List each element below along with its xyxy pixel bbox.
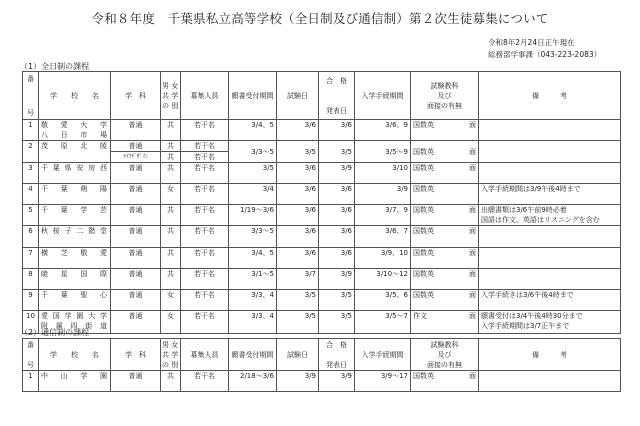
header-pass-announcement: 合 格 発表日 xyxy=(319,339,355,371)
header-subjects: 試験教科 及び 面接の有無 xyxy=(411,339,479,371)
exam-day: 3/6 xyxy=(277,163,319,184)
quota: 若干名 xyxy=(181,163,229,184)
school-name-char: 聖 xyxy=(80,291,88,299)
school-name-char: 西 xyxy=(99,164,107,172)
header-subjects: 試験教科 及び 面接の有無 xyxy=(411,72,479,120)
header-application-period: 願書受付期間 xyxy=(229,339,277,371)
school-name-char: 心 xyxy=(99,291,107,299)
subjects-text: 国数英 xyxy=(413,249,434,257)
interview-flag: 面 xyxy=(469,270,476,278)
school-name xyxy=(39,269,111,290)
exam-subjects xyxy=(411,311,479,334)
school-name-char: 北 xyxy=(80,142,88,150)
school-name-char: 安 xyxy=(76,164,84,172)
remarks xyxy=(479,141,621,163)
school-name-char: 子 xyxy=(64,227,72,235)
school-name-char: 原 xyxy=(60,142,68,150)
pass-announcement-day: 3/6 xyxy=(319,248,355,269)
quota: 若干名 xyxy=(181,311,229,334)
header-department: 学 科 xyxy=(111,339,161,371)
enrollment-period: 3/6、9 xyxy=(355,120,411,141)
school-name-char: 葉 xyxy=(52,164,60,172)
department: 普通 xyxy=(111,163,161,184)
header-quota: 募集人員 xyxy=(181,72,229,120)
coed-type: 共 xyxy=(161,141,181,152)
enrollment-period: 3/5～9 xyxy=(355,141,411,163)
remarks xyxy=(479,248,621,269)
application-period: 3/3～5 xyxy=(229,226,277,248)
application-period: 3/5 xyxy=(229,163,277,184)
school-name-char: 日 xyxy=(60,131,68,139)
exam-subjects xyxy=(411,205,479,226)
remarks xyxy=(479,184,621,205)
coed-type: 女 xyxy=(161,311,181,334)
fulltime-table xyxy=(22,71,621,334)
row-number: 6 xyxy=(23,226,39,248)
row-number: 8 xyxy=(23,269,39,290)
school-name-char: 千 xyxy=(41,185,48,193)
school-name-char: 附 xyxy=(41,322,48,330)
exam-subjects xyxy=(411,248,479,269)
application-period: 3/3～5 xyxy=(229,141,277,163)
as-of-date: 令和8年2月24日正午現在 xyxy=(488,38,575,47)
header-pass-announcement: 合 格 発表日 xyxy=(319,72,355,120)
school-name xyxy=(39,120,111,141)
school-name-char: 房 xyxy=(88,164,96,172)
section-fulltime-label: （1）全日制の課程 xyxy=(20,62,90,71)
coed-type: 共 xyxy=(161,248,181,269)
school-name-char: 階 xyxy=(88,227,96,235)
enrollment-period: 3/5～7 xyxy=(355,311,411,334)
table-row xyxy=(23,163,621,184)
remarks xyxy=(479,226,621,248)
school-name-char: 芝 xyxy=(60,249,68,257)
table-header-row xyxy=(23,339,621,371)
row-number: 9 xyxy=(23,290,39,311)
quota: 若干名 xyxy=(181,269,229,290)
pass-announcement-day: 3/5 xyxy=(319,311,355,334)
application-period: 2/18～3/6 xyxy=(229,371,277,392)
subjects-text: 国数英 xyxy=(413,291,434,299)
department: 普通 xyxy=(111,269,161,290)
section-correspondence-label: （2）通信制の課程 xyxy=(20,328,90,337)
school-name-char: 学 xyxy=(80,372,88,380)
school-name-char: 暁 xyxy=(41,270,48,278)
header-coed: 男 女 共 学 の 別 xyxy=(161,339,181,371)
table-row xyxy=(23,120,621,141)
subjects-text: 国数英 xyxy=(413,121,434,129)
exam-day: 3/5 xyxy=(277,290,319,311)
subjects-text: 作文 xyxy=(413,312,427,320)
school-name-char: 敬 xyxy=(41,121,48,129)
pass-announcement-day: 3/5 xyxy=(319,141,355,163)
exam-day: 3/5 xyxy=(277,141,319,163)
school-name-char: 萌 xyxy=(80,185,88,193)
header-quota: 募集人員 xyxy=(181,339,229,371)
subjects-text: 国数英 xyxy=(413,206,434,214)
quota: 若干名 xyxy=(181,120,229,141)
table-row xyxy=(23,226,621,248)
remarks-line: 入学手続期間は3/9午後4時まで xyxy=(481,185,581,193)
table-row xyxy=(23,269,621,290)
enrollment-period: 3/10 xyxy=(355,163,411,184)
exam-day: 3/5 xyxy=(277,311,319,334)
remarks xyxy=(479,311,621,334)
pass-announcement-day: 3/6 xyxy=(319,120,355,141)
enrollment-period: 3/10～12 xyxy=(355,269,411,290)
interview-flag: 面 xyxy=(469,147,476,156)
quota: 若干名 xyxy=(181,205,229,226)
row-number: 3 xyxy=(23,163,39,184)
subjects-text: 国数英 xyxy=(413,185,434,193)
coed-type: 共 xyxy=(161,205,181,226)
subjects-text: 国数英 xyxy=(413,372,434,380)
pass-announcement-day: 3/5 xyxy=(319,290,355,311)
coed-type: 共 xyxy=(161,371,181,392)
school-name-char: 道 xyxy=(100,322,107,330)
interview-flag: 面 xyxy=(469,291,476,299)
enrollment-period: 3/9 xyxy=(355,184,411,205)
school-name-char: 葉 xyxy=(60,185,68,193)
header-remarks: 備 考 xyxy=(479,72,621,120)
header-school-name: 学 校 名 xyxy=(39,72,111,120)
school-name xyxy=(39,205,111,226)
table-row xyxy=(23,371,621,392)
school-name xyxy=(39,163,111,184)
school-name-char: 桜 xyxy=(52,227,60,235)
quota: 若干名 xyxy=(181,141,229,152)
department: 普通 xyxy=(111,205,161,226)
quota: 若干名 xyxy=(181,226,229,248)
school-name-char: 横 xyxy=(41,249,48,257)
enrollment-period: 3/6、7 xyxy=(355,226,411,248)
header-coed: 男 女 共 学 の 別 xyxy=(161,72,181,120)
quota: 若干名 xyxy=(181,184,229,205)
header-department: 学 科 xyxy=(111,72,161,120)
school-name-char: 芸 xyxy=(99,206,107,214)
pass-announcement-day: 3/9 xyxy=(319,163,355,184)
table-row xyxy=(23,184,621,205)
header-number: 番 号 xyxy=(23,339,39,371)
quota: 若干名 xyxy=(181,371,229,392)
remarks-line: 入学手続きは3/6午後4時まで xyxy=(481,291,574,299)
school-name-char: 学 xyxy=(99,312,107,320)
exam-subjects xyxy=(411,226,479,248)
application-period: 3/4、5 xyxy=(229,120,277,141)
school-name xyxy=(39,290,111,311)
school-name-char: 愛 xyxy=(99,249,107,257)
school-name-char: 園 xyxy=(76,312,84,320)
header-exam-day: 試験日 xyxy=(277,339,319,371)
header-enrollment-period: 入学手続期間 xyxy=(355,339,411,371)
school-name-char: 陽 xyxy=(99,185,107,193)
school-name xyxy=(39,141,111,163)
interview-flag: 面 xyxy=(469,121,476,129)
header-remarks: 備 考 xyxy=(479,339,621,371)
coed-type: 共 xyxy=(161,226,181,248)
school-name-char: 県 xyxy=(64,164,72,172)
coed-type: 共 xyxy=(161,152,181,163)
application-period: 1/19～3/6 xyxy=(229,205,277,226)
remarks-line: 入学手続期間は3/7正午まで xyxy=(481,322,570,330)
school-name-char: 属 xyxy=(55,322,63,330)
school-name-char: 山 xyxy=(60,372,68,380)
school-name xyxy=(39,226,111,248)
department: 普通 xyxy=(111,141,161,152)
remarks-line: 願書受付は3/4午後4時30分まで xyxy=(481,312,583,320)
header-school-name: 学 校 名 xyxy=(39,339,111,371)
school-name xyxy=(39,371,111,392)
school-name-char: 四 xyxy=(70,322,78,330)
quota: 若干名 xyxy=(181,290,229,311)
school-name-char: 葉 xyxy=(60,291,68,299)
school-name-char: 園 xyxy=(99,372,107,380)
coed-type: 女 xyxy=(161,184,181,205)
school-name-char: 国 xyxy=(80,270,88,278)
interview-flag: 面 xyxy=(469,164,476,172)
table-row xyxy=(23,141,621,152)
subjects-text: 国数英 xyxy=(413,164,434,172)
exam-subjects xyxy=(411,120,479,141)
enrollment-period: 3/7、9 xyxy=(355,205,411,226)
school-name-char: 敬 xyxy=(80,249,88,257)
interview-flag: 面 xyxy=(469,249,476,257)
coed-type: 共 xyxy=(161,120,181,141)
school-name-char: 秋 xyxy=(41,227,48,235)
remarks-line: 国語は作文、英語はリスニングを含む xyxy=(481,216,600,224)
row-number: 4 xyxy=(23,184,39,205)
exam-subjects xyxy=(411,141,479,163)
table-header-row xyxy=(23,72,621,120)
exam-subjects xyxy=(411,371,479,392)
school-name-char: 際 xyxy=(99,270,107,278)
school-name-char: 大 xyxy=(80,121,88,129)
exam-day: 3/9 xyxy=(277,371,319,392)
pass-announcement-day: 3/9 xyxy=(319,269,355,290)
exam-day: 3/6 xyxy=(277,120,319,141)
coed-type: 共 xyxy=(161,163,181,184)
application-period: 3/3、4 xyxy=(229,290,277,311)
exam-day: 3/6 xyxy=(277,248,319,269)
department: ﾗｲﾌﾃﾞｻﾞｲﾝ xyxy=(111,152,161,163)
school-name-char: 学 xyxy=(99,121,107,129)
table-row xyxy=(23,248,621,269)
department: 普通 xyxy=(111,226,161,248)
remarks xyxy=(479,163,621,184)
office-contact: 総務部学事課（043-223-2083） xyxy=(488,50,602,59)
department: 普通 xyxy=(111,120,161,141)
school-name-char: 学 xyxy=(80,206,88,214)
subjects-text: 国数英 xyxy=(413,147,434,156)
school-name-char: 千 xyxy=(41,164,48,172)
header-exam-day: 試験日 xyxy=(277,72,319,120)
enrollment-period: 3/9～17 xyxy=(355,371,411,392)
school-name-char: 葉 xyxy=(60,206,68,214)
school-name xyxy=(39,184,111,205)
remarks xyxy=(479,269,621,290)
exam-day: 3/7 xyxy=(277,269,319,290)
row-number: 10 xyxy=(23,311,39,334)
school-name-char: 愛 xyxy=(41,312,48,320)
subjects-text: 国数英 xyxy=(413,227,434,235)
interview-flag: 面 xyxy=(469,227,476,235)
row-number: 7 xyxy=(23,248,39,269)
department: 普通 xyxy=(111,311,161,334)
exam-day: 3/6 xyxy=(277,205,319,226)
exam-day: 3/6 xyxy=(277,184,319,205)
interview-flag: 面 xyxy=(469,372,476,380)
header-enrollment-period: 入学手続期間 xyxy=(355,72,411,120)
remarks xyxy=(479,371,621,392)
table-row xyxy=(23,290,621,311)
interview-flag: 面 xyxy=(469,312,476,320)
coed-type: 共 xyxy=(161,269,181,290)
school-name-char: 学 xyxy=(64,312,72,320)
row-number: 2 xyxy=(23,141,39,163)
correspondence-table xyxy=(22,338,621,392)
remarks-line: 出願書類は3/6午前9時必着 xyxy=(481,206,567,214)
school-name-char: 愛 xyxy=(60,121,68,129)
school-name-char: 市 xyxy=(80,131,88,139)
school-name-char: 堂 xyxy=(99,227,107,235)
application-period: 3/1～5 xyxy=(229,269,277,290)
school-name-char: 場 xyxy=(99,131,107,139)
application-period: 3/4 xyxy=(229,184,277,205)
school-name-char: 千 xyxy=(41,206,48,214)
school-name-char: 茂 xyxy=(41,142,48,150)
school-name-char: 八 xyxy=(41,131,48,139)
subjects-text: 国数英 xyxy=(413,270,434,278)
department: 普通 xyxy=(111,184,161,205)
application-period: 3/4、5 xyxy=(229,248,277,269)
pass-announcement-day: 3/6 xyxy=(319,184,355,205)
department: 普通 xyxy=(111,371,161,392)
exam-subjects xyxy=(411,184,479,205)
department: 普通 xyxy=(111,290,161,311)
school-name-char: 国 xyxy=(52,312,60,320)
pass-announcement-day: 3/9 xyxy=(319,371,355,392)
row-number: 5 xyxy=(23,205,39,226)
table-row xyxy=(23,311,621,334)
department: 普通 xyxy=(111,248,161,269)
exam-day: 3/6 xyxy=(277,226,319,248)
pass-announcement-day: 3/6 xyxy=(319,226,355,248)
school-name-char: 千 xyxy=(41,291,48,299)
coed-type: 女 xyxy=(161,290,181,311)
header-application-period: 願書受付期間 xyxy=(229,72,277,120)
enrollment-period: 3/5、6 xyxy=(355,290,411,311)
exam-subjects xyxy=(411,269,479,290)
document-title: 令和８年度 千葉県私立高等学校（全日制及び通信制）第２次生徒募集について xyxy=(91,11,549,26)
school-name-char: 星 xyxy=(60,270,68,278)
header-number: 番 号 xyxy=(23,72,39,120)
enrollment-period: 3/9、10 xyxy=(355,248,411,269)
row-number: 1 xyxy=(23,371,39,392)
table-row xyxy=(23,205,621,226)
quota: 若干名 xyxy=(181,152,229,163)
school-name-char: 二 xyxy=(76,227,84,235)
row-number: 1 xyxy=(23,120,39,141)
remarks xyxy=(479,290,621,311)
exam-subjects xyxy=(411,290,479,311)
quota: 若干名 xyxy=(181,248,229,269)
school-name-char: 中 xyxy=(41,372,48,380)
school-name-char: 陵 xyxy=(99,142,107,150)
school-name-char: 街 xyxy=(85,322,93,330)
interview-flag: 面 xyxy=(469,206,476,214)
exam-subjects xyxy=(411,163,479,184)
remarks xyxy=(479,205,621,226)
school-name xyxy=(39,248,111,269)
application-period: 3/3、4 xyxy=(229,311,277,334)
pass-announcement-day: 3/6 xyxy=(319,205,355,226)
remarks xyxy=(479,120,621,141)
school-name-char: 大 xyxy=(88,312,96,320)
